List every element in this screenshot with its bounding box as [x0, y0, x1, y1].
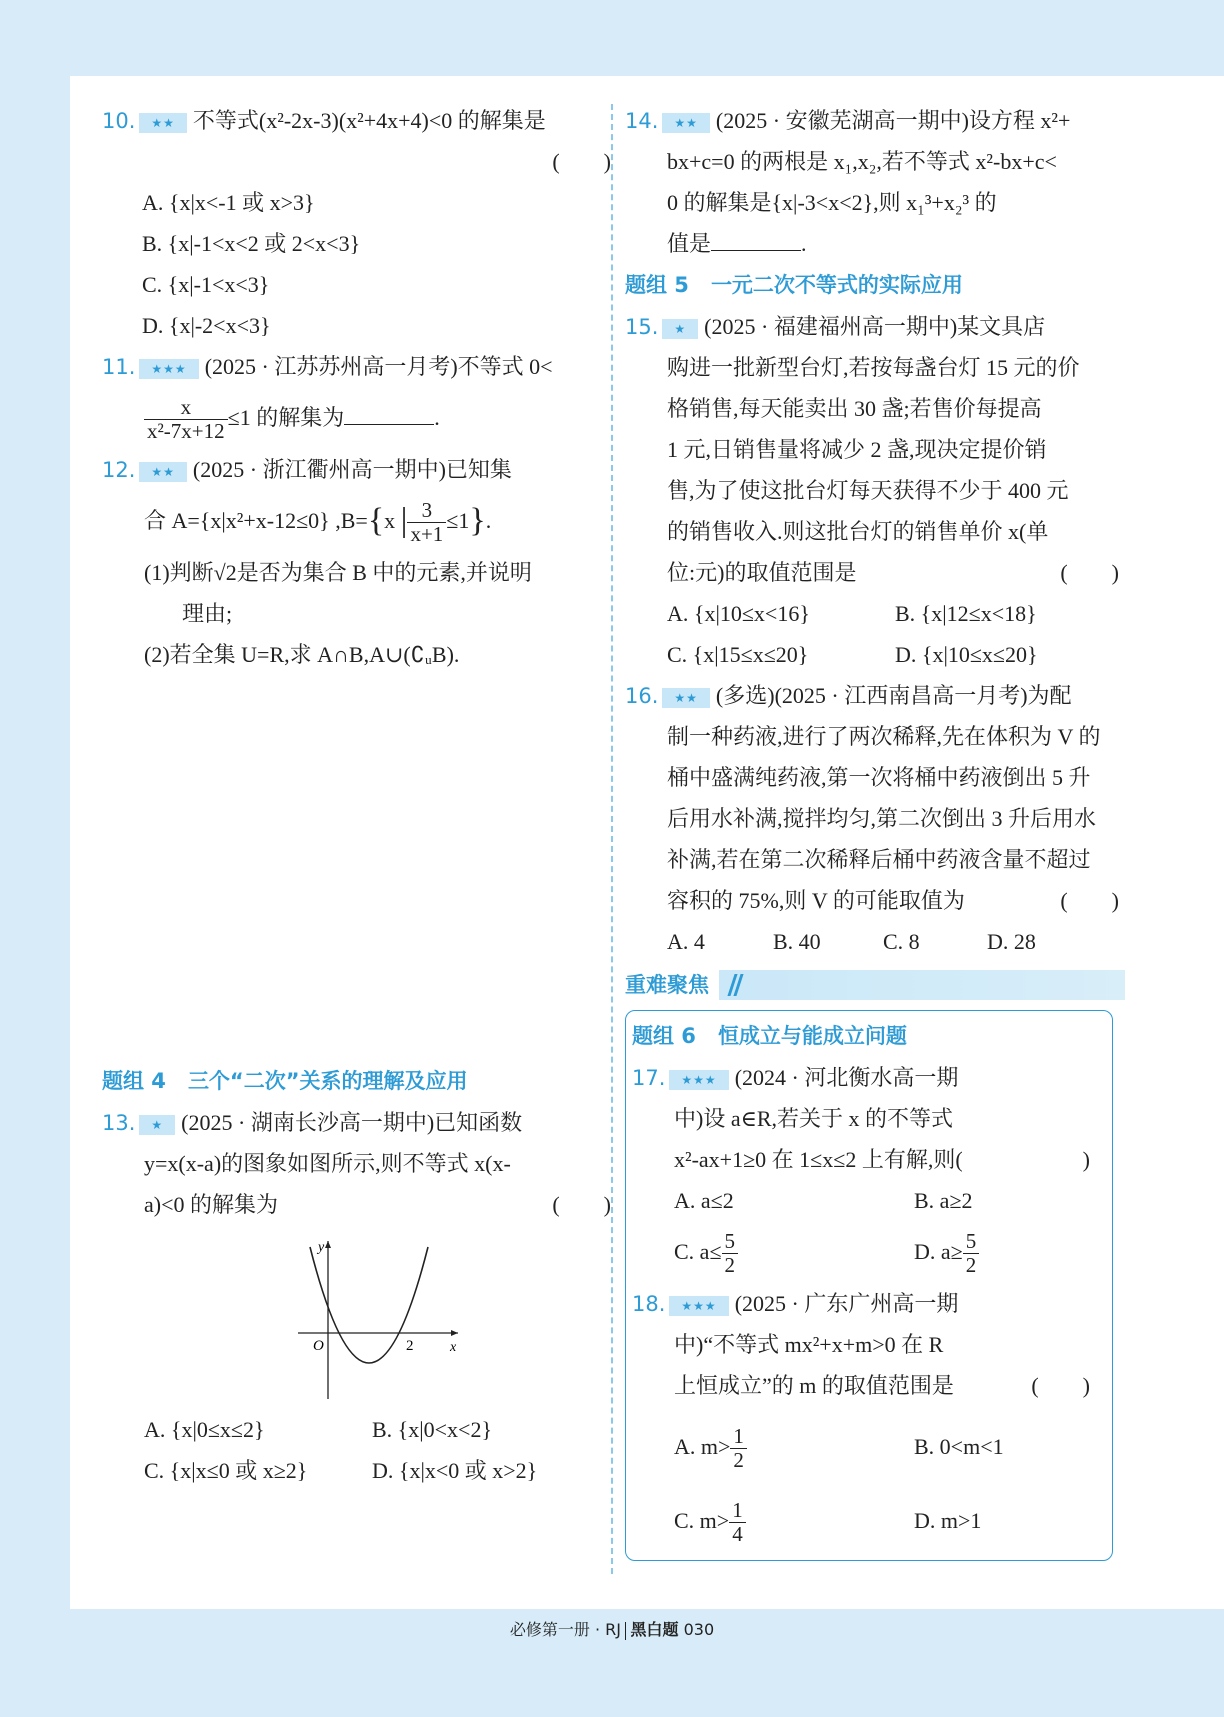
option-d: D. 28	[987, 929, 1036, 954]
set-condition: ≤1	[446, 508, 470, 533]
question-text: x²-ax+1≥0 在 1≤x≤2 上有解,则(	[674, 1147, 963, 1172]
question-text: 的销售收入.则这批台灯的销售单价 x(单	[667, 519, 1049, 544]
options-row-2	[102, 1450, 617, 1491]
options-row-1	[632, 1180, 1112, 1221]
option-d: D. {x|10≤x≤20}	[895, 642, 1038, 667]
question-text: (2025 · 广东广州高一期	[734, 1291, 959, 1316]
option-b: B. a≥2	[914, 1188, 973, 1213]
question-text: 中)设 a∈R,若关于 x 的不等式	[674, 1106, 954, 1131]
answer-bracket: ( )	[1031, 1373, 1090, 1398]
option-b: B. 0<m<1	[914, 1434, 1004, 1459]
question-number: 12.	[102, 458, 136, 482]
option-c: C. {x|15≤x≤20}	[667, 642, 809, 667]
y-axis-label: y	[318, 1240, 325, 1255]
option-c: C. m> $\frac{1}{4}$	[674, 1508, 746, 1533]
option-d: D. m>1	[914, 1508, 982, 1533]
difficulty-stars: ★★★	[139, 359, 198, 379]
question-text: 0 的解集是{x|-3<x<2},则 x₁³+x₂³ 的	[667, 190, 997, 215]
page-footer	[0, 1617, 1224, 1640]
options-row-1	[625, 593, 1125, 634]
question-text: 不等式(x²-2x-3)(x²+4x+4)<0 的解集是	[192, 108, 546, 133]
question-text: 上恒成立”的 m 的取值范围是	[674, 1373, 954, 1398]
question-number: 15.	[625, 315, 659, 339]
answer-space	[102, 675, 617, 1060]
period: .	[485, 508, 492, 533]
subquestion-1: (1)判断√2是否为集合 B 中的元素,并说明	[144, 560, 532, 585]
parabola-graph	[102, 1233, 617, 1403]
option-c: C. {x|x≤0 或 x≥2}	[144, 1458, 308, 1483]
question-text: 售,为了使这批台灯每天获得不少于 400 元	[667, 478, 1069, 503]
option-b: B. {x|12≤x<18}	[895, 601, 1037, 626]
difficulty-stars: ★★	[662, 113, 710, 133]
root-label: 2	[406, 1338, 414, 1354]
question-text: 桶中盛满纯药液,第一次将桶中药液倒出 5 升	[667, 765, 1091, 790]
question-12: 12. ★★ (2025 · 浙江衢州高一期中)已知集 合 A={x|x²+x-12≤0} ,B={x | $\frac{3}{x+1}$ ≤1}. (1)判断√2是否为集合 B 中的元素,并说明 理由; (2)若全集 U=R,求 A∩B,A∪(∁ᵤB).	[102, 449, 617, 675]
answer-bracket: ( )	[1060, 560, 1119, 585]
options-row-2	[632, 1221, 1112, 1283]
option-a: A. {x|0≤x≤2}	[144, 1417, 265, 1442]
options-row-2	[625, 634, 1125, 675]
question-text: 补满,若在第二次稀释后桶中药液含量不超过	[667, 847, 1091, 872]
answer-blank[interactable]	[711, 228, 801, 251]
page-sheet	[70, 76, 1224, 1609]
difficulty-stars: ★★★	[669, 1070, 728, 1090]
question-text: (多选)(2025 · 江西南昌高一月考)为配	[715, 683, 1072, 708]
question-text: 购进一批新型台灯,若按每盏台灯 15 元的价	[667, 355, 1080, 380]
group-5-heading: 题组 5 一元二次不等式的实际应用	[625, 273, 963, 297]
option-c: C. {x|-1<x<3}	[142, 272, 270, 297]
answer-bracket: ( )	[552, 1192, 611, 1217]
question-text: (2025 · 江苏苏州高一月考)不等式 0<	[204, 354, 553, 379]
options-row-1	[632, 1416, 1112, 1478]
question-text: (2025 · 安徽芜湖高一期中)设方程 x²+	[715, 108, 1071, 133]
question-text: 值是	[667, 231, 712, 256]
option-c: C. a≤ $\frac{5}{2}$	[674, 1239, 738, 1264]
question-text: 容积的 75%,则 V 的可能取值为	[667, 888, 965, 913]
fraction: $\frac{3}{x+1}$	[407, 499, 446, 546]
question-text: 中)“不等式 mx²+x+m>0 在 R	[674, 1332, 944, 1357]
question-number: 17.	[632, 1066, 666, 1090]
question-17	[632, 1057, 1112, 1283]
x-axis-arrow-icon	[451, 1330, 458, 1336]
series-label: 黑白题	[630, 1620, 679, 1639]
answer-bracket-close: )	[1082, 1147, 1090, 1172]
question-text: 位:元)的取值范围是	[667, 560, 857, 585]
question-14	[625, 100, 1125, 264]
footer-separator	[625, 1622, 627, 1640]
option-d: D. {x|-2<x<3}	[142, 313, 271, 338]
left-column	[102, 100, 617, 1491]
question-text: (2025 · 福建福州高一期中)某文具店	[704, 314, 1046, 339]
question-15	[625, 306, 1125, 675]
question-text: 后用水补满,搅拌均匀,第二次倒出 3 升后用水	[667, 806, 1097, 831]
option-a: A. 4	[667, 929, 705, 954]
answer-bracket: ( )	[1060, 888, 1119, 913]
x-axis-label: x	[450, 1340, 457, 1355]
question-10	[102, 100, 617, 346]
question-text: bx+c=0 的两根是 x₁,x₂,若不等式 x²-bx+c<	[667, 149, 1057, 174]
question-text: y=x(x-a)的图象如图所示,则不等式 x(x-	[144, 1151, 511, 1176]
question-text: a)<0 的解集为	[144, 1192, 278, 1217]
question-number: 14.	[625, 109, 659, 133]
subquestion-1-cont: 理由;	[182, 601, 233, 626]
answer-bracket: ( )	[552, 149, 611, 174]
question-text: 1 元,日销售量将减少 2 盏,现决定提价销	[667, 437, 1047, 462]
fraction: $\frac{x}{\text{x²-7x+12}}$	[144, 396, 228, 443]
period: .	[434, 405, 440, 430]
difficulty-stars: ★★	[139, 462, 187, 482]
option-c: C. 8	[883, 929, 920, 954]
difficulty-stars: ★★	[662, 688, 710, 708]
options-row	[625, 921, 1125, 962]
difficulty-stars: ★★	[139, 113, 187, 133]
question-text: (2025 · 湖南长沙高一期中)已知函数	[181, 1110, 523, 1135]
question-text: 制一种药液,进行了两次稀释,先在体积为 V 的	[667, 724, 1101, 749]
option-b: B. {x|0<x<2}	[372, 1417, 493, 1442]
difficulty-stars: ★★★	[669, 1296, 728, 1316]
answer-blank[interactable]	[344, 402, 434, 425]
group-4-heading: 题组 4 三个“二次”关系的理解及应用	[102, 1069, 468, 1093]
question-number: 10.	[102, 109, 136, 133]
question-text: (2024 · 河北衡水高一期	[734, 1065, 959, 1090]
right-column	[625, 100, 1125, 1561]
option-b: B. {x|-1<x<2 或 2<x<3}	[142, 231, 361, 256]
options-row-2	[632, 1490, 1112, 1552]
set-a-definition: 合 A={x|x²+x-12≤0} ,B=	[144, 508, 368, 533]
option-a: A. {x|10≤x<16}	[667, 601, 810, 626]
question-13	[102, 1102, 617, 1491]
origin-label: O	[313, 1338, 324, 1354]
difficulty-stars: ★	[139, 1115, 175, 1135]
question-18	[632, 1283, 1112, 1552]
group-6-box	[625, 1010, 1113, 1561]
group-6-heading: 题组 6 恒成立与能成立问题	[632, 1024, 907, 1048]
difficulty-stars: ★	[662, 319, 698, 339]
question-text: (2025 · 浙江衢州高一期中)已知集	[192, 457, 512, 482]
options-row-1	[102, 1409, 617, 1450]
option-d: D. {x|x<0 或 x>2}	[372, 1458, 538, 1483]
subquestion-2: (2)若全集 U=R,求 A∩B,A∪(∁ᵤB).	[144, 642, 460, 667]
question-number: 13.	[102, 1111, 136, 1135]
question-text: 格销售,每天能卖出 30 盏;若售价每提高	[667, 396, 1042, 421]
question-number: 16.	[625, 684, 659, 708]
question-number: 18.	[632, 1292, 666, 1316]
set-variable: x	[384, 508, 396, 533]
option-a: A. {x|x<-1 或 x>3}	[142, 190, 315, 215]
question-11	[102, 346, 617, 449]
option-a: A. m> $\frac{1}{2}$	[674, 1434, 747, 1459]
option-d: D. a≥ $\frac{5}{2}$	[914, 1221, 979, 1283]
question-number: 11.	[102, 355, 136, 379]
period: .	[801, 231, 807, 256]
question-16	[625, 675, 1125, 962]
page-number: 030	[683, 1620, 715, 1639]
option-a: A. a≤2	[674, 1188, 734, 1213]
focus-section-banner	[625, 970, 1125, 1000]
y-axis-arrow-icon	[325, 1241, 331, 1248]
focus-title: 重难聚焦	[625, 970, 719, 1000]
question-text: ≤1 的解集为	[227, 405, 345, 430]
option-b: B. 40	[773, 929, 821, 954]
book-label: 必修第一册 · RJ	[509, 1620, 621, 1639]
